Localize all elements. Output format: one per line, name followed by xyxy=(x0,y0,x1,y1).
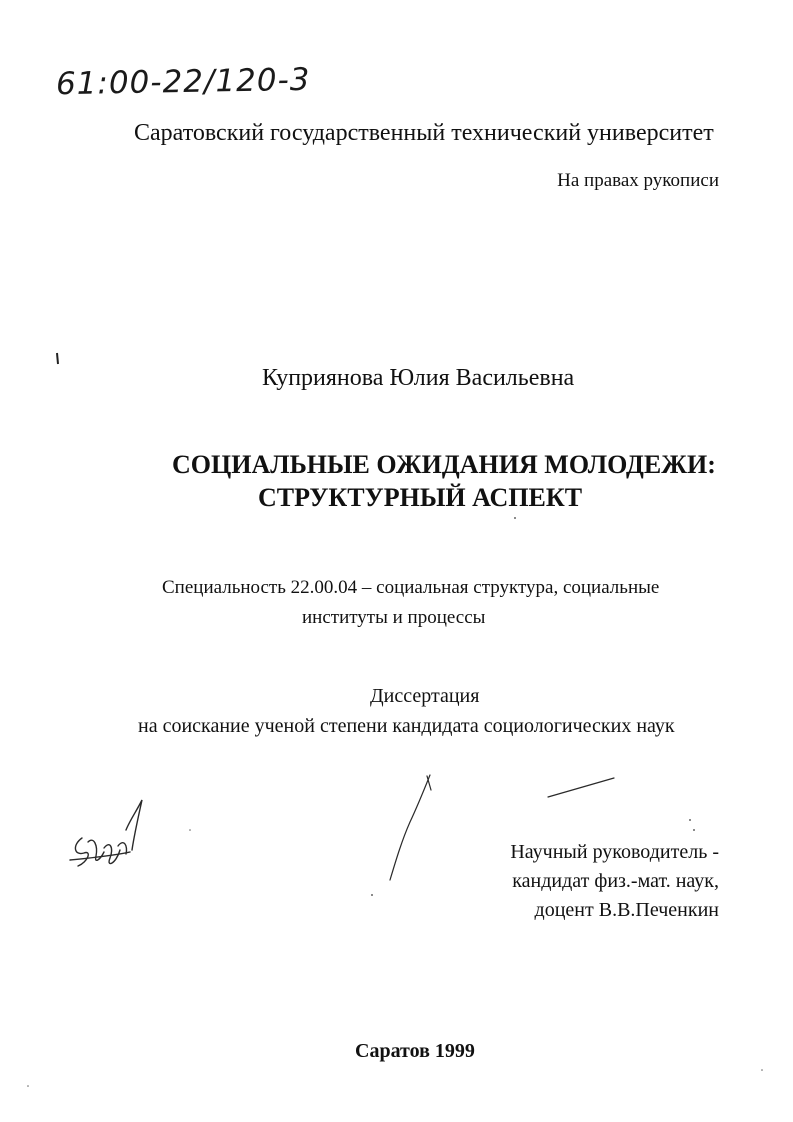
specialty-line-1: Специальность 22.00.04 – социальная структура, социальные xyxy=(162,577,660,598)
scan-specks xyxy=(27,517,763,1087)
supervisor-line-2: кандидат физ.-мат. наук, xyxy=(512,870,719,892)
thesis-title-line-2: СТРУКТУРНЫЙ АСПЕКТ xyxy=(258,483,583,512)
thesis-title-line-1: СОЦИАЛЬНЫЕ ОЖИДАНИЯ МОЛОДЕЖИ: xyxy=(172,450,716,479)
university-name: Саратовский государственный технический университет xyxy=(134,120,714,146)
author-name: Куприянова Юлия Васильевна xyxy=(262,365,575,391)
degree-line: на соискание ученой степени кандидата социологических наук xyxy=(138,715,675,737)
supervisor-block xyxy=(510,838,719,925)
supervisor-line-3: доцент В.В.Печенкин xyxy=(534,899,719,921)
manuscript-note: На правах рукописи xyxy=(557,170,719,191)
city-year: Саратов 1999 xyxy=(355,1040,475,1062)
supervisor-line-1: Научный руководитель - xyxy=(510,841,719,863)
pen-line-mark xyxy=(548,778,614,797)
margin-tick-mark xyxy=(57,353,58,364)
pen-stroke-mark xyxy=(390,775,431,880)
catalog-number: 61:00-22/120-3 xyxy=(55,61,311,103)
specialty-line-2: институты и процессы xyxy=(302,607,486,628)
dissertation-type: Диссертация xyxy=(370,685,480,707)
signature-mark xyxy=(70,800,142,866)
